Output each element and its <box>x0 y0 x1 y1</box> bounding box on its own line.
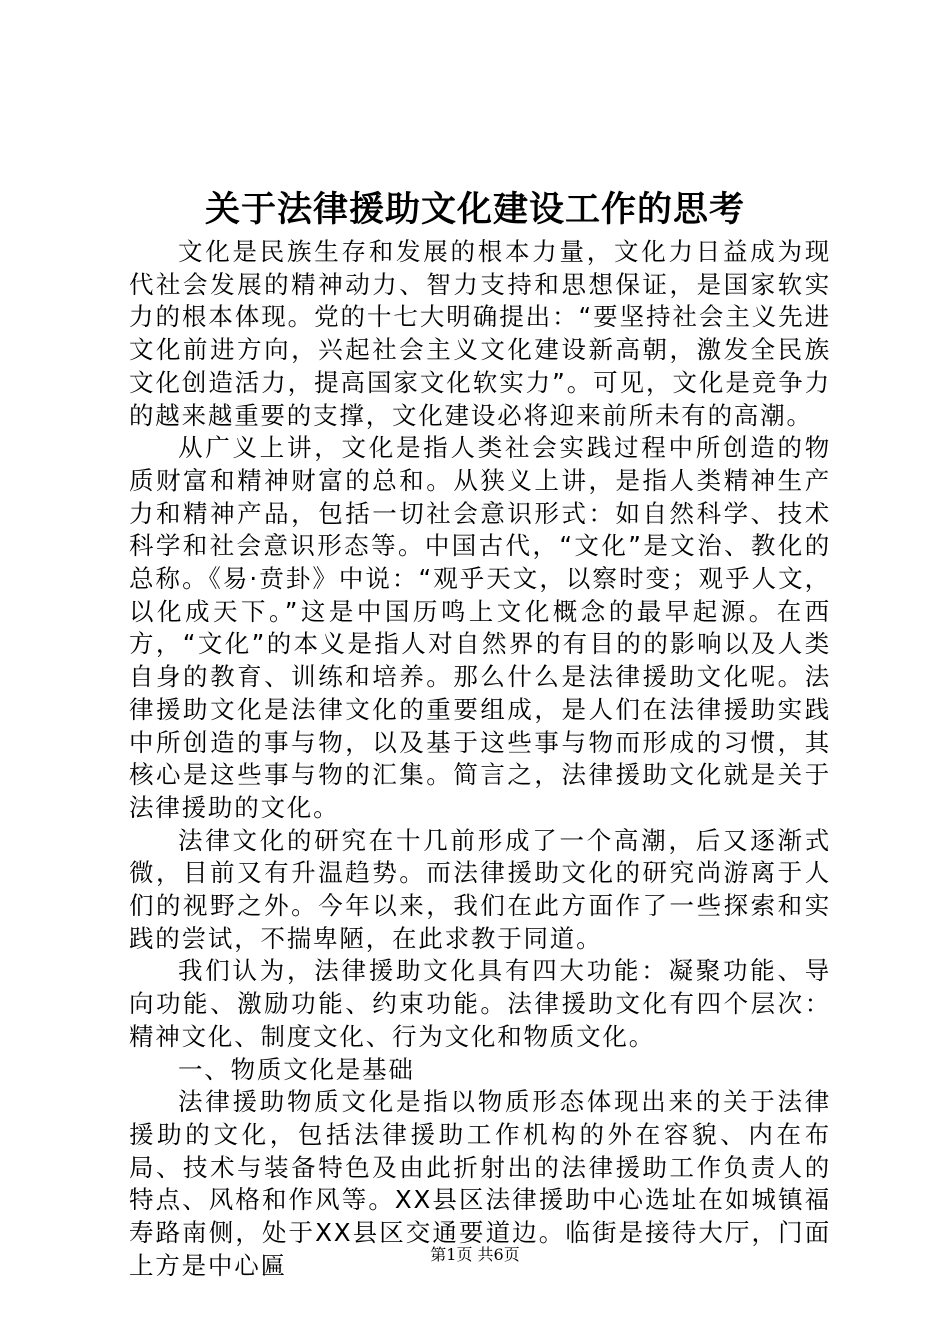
paragraph-functions: 我们认为，法律援助文化具有四大功能：凝聚功能、导向功能、激励功能、约束功能。法律援助文化有四个层次：精神文化、制度文化、行为文化和物质文化。 <box>129 956 831 1051</box>
paragraph-material-culture: 法律援助物质文化是指以物质形态体现出来的关于法律援助的文化，包括法律援助工作机构的外在容貌、内在布局、技术与装备特色及由此折射出的法律援助工作负责人的特点、风格和作风等。XX县区法律援助中心选址在如城镇福寿路南侧，处于XX县区交通要道边。临街是接待大厅，门面上方是中心匾 <box>129 1087 831 1280</box>
document-title: 关于法律援助文化建设工作的思考 <box>204 189 745 230</box>
paragraph-research: 法律文化的研究在十几前形成了一个高潮，后又逐渐式微，目前又有升温趋势。而法律援助文化的研究尚游离于人们的视野之外。今年以来，我们在此方面作了一些探索和实践的尝试，不揣卑陋，在此求教于同道。 <box>129 825 831 953</box>
paragraph-intro: 文化是民族生存和发展的根本力量，文化力日益成为现代社会发展的精神动力、智力支持和思想保证，是国家软实力的根本体现。党的十七大明确提出：“要坚持社会主义先进文化前进方向，兴起社会主义文化建设新高朝，激发全民族文化创造活力，提高国家文化软实力”。可见，文化是竞争力的越来越重要的支撑，文化建设必将迎来前所未有的高潮。 <box>129 237 831 430</box>
page-footer: 第1页 共6页 <box>430 1245 520 1264</box>
paragraph-definition: 从广义上讲，文化是指人类社会实践过程中所创造的物质财富和精神财富的总和。从狭义上讲，是指人类精神生产力和精神产品，包括一切社会意识形式：如自然科学、技术科学和社会意识形态等。中国古代，“文化”是文治、教化的总称。《易·贲卦》中说：“观乎天文，以察时变；观乎人文，以化成天下。”这是中国历鸣上文化概念的最早起源。在西方，“文化”的本义是指人对自然界的有目的的影响以及人类自身的教育、训练和培养。那么什么是法律援助文化呢。法律援助文化是法律文化的重要组成，是人们在法律援助实践中所创造的事与物，以及基于这些事与物而形成的习惯，其核心是这些事与物的汇集。简言之，法律援助文化就是关于法律援助的文化。 <box>129 433 831 822</box>
document-body <box>129 236 831 1283</box>
section-heading-material-culture: 一、物质文化是基础 <box>178 1054 415 1084</box>
